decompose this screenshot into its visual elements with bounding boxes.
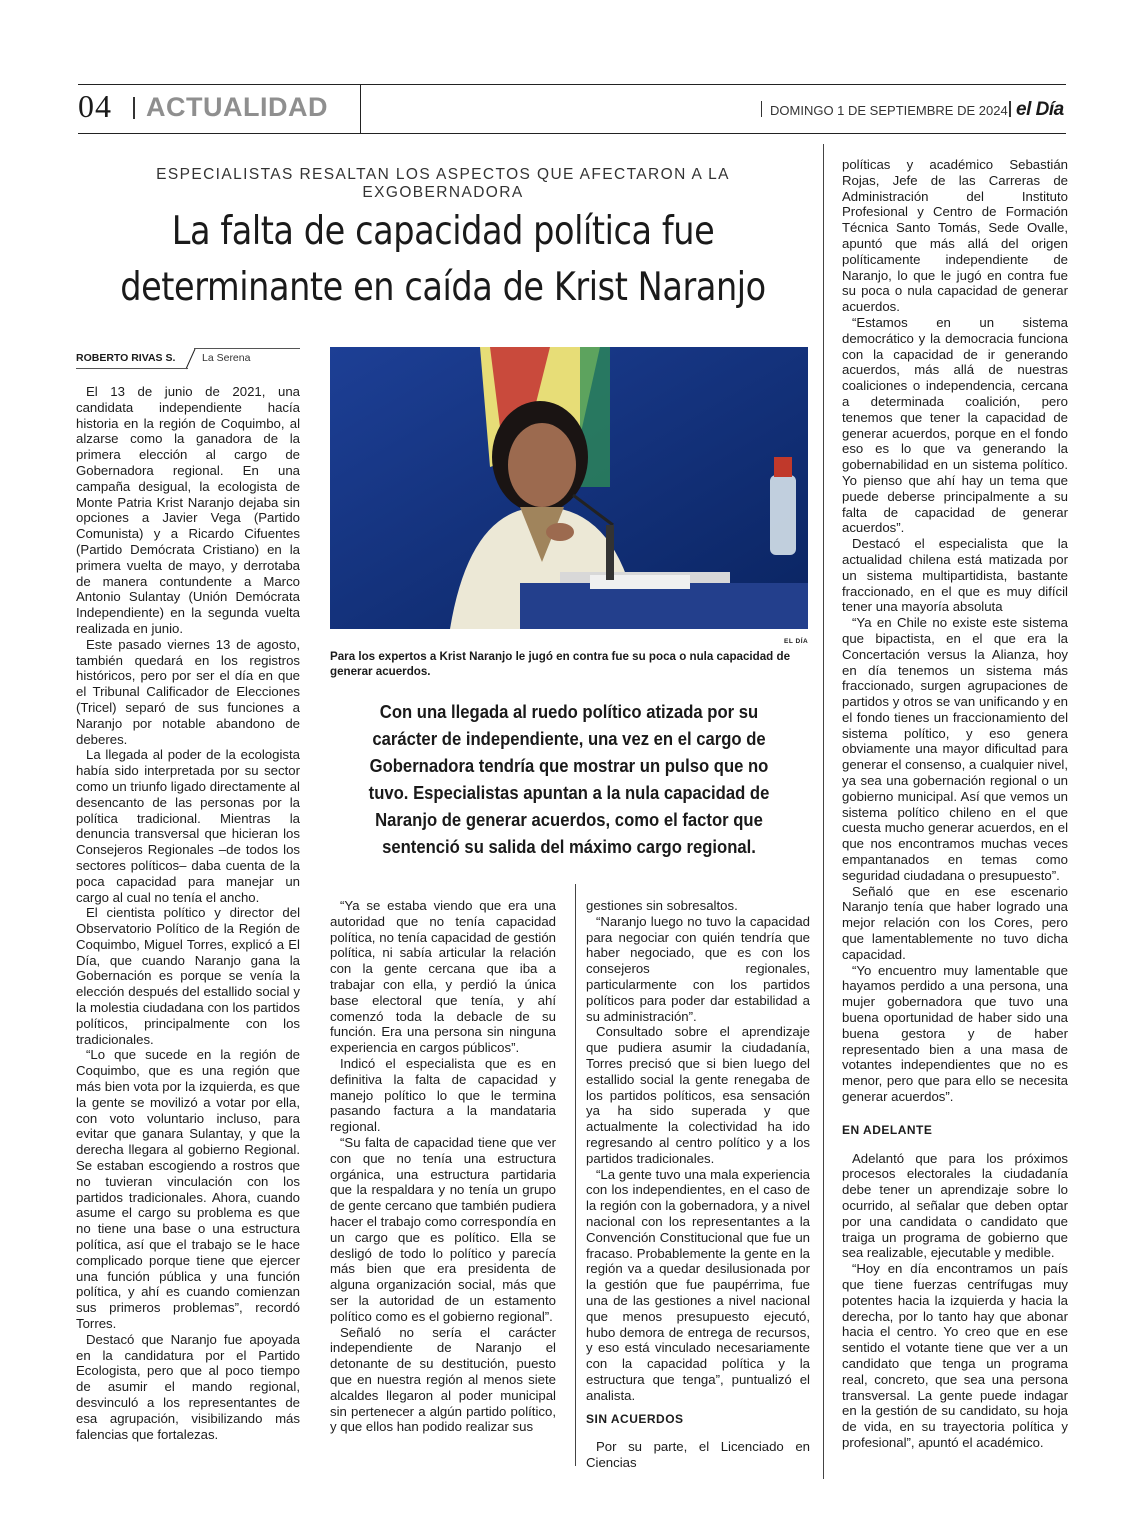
col3-paragraph: Por su parte, el Licenciado en Ciencias — [586, 1439, 810, 1471]
col2-paragraph: Señaló no sería el carácter independiente de Naranjo el detonante de su destitución, puesto que en nuestra región al menos siete alcaldes llegaron al poder municipal sin pertenecer a algún partido político, y que ellos han podido realizar sus — [330, 1324, 556, 1435]
col1-paragraph: Este pasado viernes 13 de agosto, también quedará en los registros históricos, pero por ser el día en que el Tribunal Calificador de Elecciones (Tricel) separó de sus funciones a Naranjo por notable abandono de deberes. — [76, 636, 300, 747]
headline-line-2: determinante en caída de Krist Naranjo — [120, 265, 766, 310]
subhead-sin-acuerdos: SIN ACUERDOS — [586, 1411, 684, 1426]
subhead-en-adelante: EN ADELANTE — [842, 1122, 933, 1137]
col4-paragraph: políticas y académico Sebastián Rojas, Jefe de las Carreras de Administración del Instituto Profesional y Centro de Formación Técnica Santo Tomás, Sede Ovalle, apuntó que más allá del origen políticamente independiente de Naranjo, lo que le jugó en contra fue su poca o nula capacidad de generar acuerdos. — [842, 157, 1068, 315]
author: ROBERTO RIVAS S. — [76, 352, 176, 364]
location: La Serena — [202, 352, 251, 364]
col1-paragraph: El 13 de junio de 2021, una candidata independiente hacía historia en la región de Coquimbo, al alzarse como la ganadora de la primera elección al cargo de Gobernadora regional. En una campaña desigual, la ecologista de Monte Patria Krist Naranjo dejaba sin opciones a Javier Vega (Partido Comunista) y a Ricardo Cifuentes (Partido Demócrata Cristiano) en la primera vuelta de mayo, y derrotaba de manera contundente a Marco Antonio Sulantay (Unión Demócrata Independiente) en la segunda vuelta realizada en junio. — [76, 384, 300, 636]
col4-paragraph: Señaló que en ese escenario Naranjo tenía que haber logrado una mejor relación con los Cores, pero que lamentablemente no tuvo dicha capacidad. — [842, 883, 1068, 962]
col1-paragraph: “Lo que sucede en la región de Coquimbo, que es una región que más bien vota por la izquierda, es que la gente se movilizó a votar por ella, con voto voluntario incluso, para evitar que ganara Sulantay, y que la derecha llegara al gobierno Regional. Se estaban escogiendo a rostros que no tuvieran vinculación con los partidos tradicionales. Ahora, cuando asume el cargo su problema es que no tiene una base o una estructura política, así que el trabajo se le hace complicado porque tiene que ejercer una función pública y una función política, y ahí es cuando comienzan sus primeros problemas”, recordó Torres. — [76, 1047, 300, 1332]
col4-paragraph: “Hoy en día encontramos un país que tiene fuerzas centrífugas muy potentes hacia la izquierda y hacia la derecha, por lo tanto hay que abonar hacia el centro. Yo creo que en ese sentido el votante tiene que ver a un candidato que tenga un programa real, concreto, que sea una persona transversal. La gente puede indagar en la gestión de su candidato, su hoja de vida, en su trayectoria política y profesional”, apuntó el académico. — [842, 1261, 1068, 1450]
header-top-rule — [78, 84, 1066, 85]
section-separator — [133, 97, 135, 119]
column-rule-right — [823, 144, 824, 1479]
col4-paragraph: “Ya en Chile no existe este sistema que bipactista, en el que era la Concertación versus la Alianza, hoy en día tenemos un sistema más fraccionado, surgen agrupaciones de partidos y otros se van unificando y en el fondo tienes un fraccionamiento del sistema político, y eso genera obviamente una mayor dificultad para generar el consenso, a cualquier nivel, ya sea una gobernación regional o un gobierno municipal. Así que vemos un sistema político chileno en el que cuesta mucho generar acuerdos, en el que nos encontramos muchas veces empantanados en temas como seguridad ciudadana o presupuesto”. — [842, 615, 1068, 883]
column-2 — [330, 898, 556, 1435]
col3-paragraph: Consultado sobre el aprendizaje que pudiera asumir la ciudadanía, Torres precisó que si bien luego del estallido social la gente renegaba de los partidos políticos, esa sensación ya ha sido superada y que actualmente la colectividad ha ido regresando al centro político y a los partidos tradicionales. — [586, 1024, 810, 1166]
col4-paragraph: “Yo encuentro muy lamentable que hayamos perdido a una persona, una mujer gobernadora que tuvo una buena oportunidad de haber sido una buena gestora y de haber representado bien a una masa de votantes independientes que no es menor, pero que para ello se necesita generar acuerdos”. — [842, 962, 1068, 1105]
header-bottom-rule — [78, 133, 1066, 134]
byline-rule-top — [194, 348, 300, 349]
page-number: 04 — [78, 88, 112, 124]
col2-paragraph: “Su falta de capacidad tiene que ver con que no tenía una estructura orgánica, una estructura partidaria que la respaldara y no tenía un grupo de gente cercano que también pudiera hacer el trabajo como correspondía en un cargo que es político. Ella se desligó de todo lo político y parecía más bien que era presidenta de alguna organización social, más que ser la autoridad de un estamento político como es el gobierno regional”. — [330, 1134, 556, 1324]
header-divider — [360, 84, 361, 134]
issue-date: DOMINGO 1 DE SEPTIEMBRE DE 2024 — [770, 103, 1008, 118]
col1-paragraph: La llegada al poder de la ecologista había sido interpretada por su sector como un triunfo ligado directamente al desencanto de las personas por la política tradicional. Mientras la denuncia transversal que hicieran los Consejeros Regionales –de todos los sectores políticos– daba cuenta de la poca capacidad para manejar un cargo al cual no tenía el ancho. — [76, 747, 300, 905]
column-rule-mid — [575, 884, 576, 1466]
photo-credit: EL DÍA — [784, 638, 809, 645]
col4-paragraph: Adelantó que para los próximos procesos electorales la ciudadanía debe tener un aprendizaje sobre lo ocurrido, al señalar que deben optar por una candidata o candidato que traiga un programa de gobierno que sea realizable, ejecutable y medible. — [842, 1150, 1068, 1261]
col4-paragraph: “Estamos en un sistema democrático y la democracia funciona con la capacidad de ir generando acuerdos, más allá de nuestras coaliciones o independencia, cercana a determinada coalición, pero tenemos que tener la capacidad de generar acuerdos, porque en el fondo eso es lo que va generando la gobernabilidad en un sistema político. Yo pienso que ahí hay un tema que puede deberse principalmente a su falta de capacidad de generar acuerdos”. — [842, 314, 1068, 536]
col1-paragraph: Destacó que Naranjo fue apoyada en la candidatura por el Partido Ecologista, pero que al poco tiempo de asumir el mando regional, desvinculó a los representantes de esa agrupación, visibilizando más falencias que fortalezas. — [76, 1331, 300, 1442]
col1-paragraph: El cientista político y director del Observatorio Político de la Región de Coquimbo, Miguel Torres, explicó a El Día, que cuando Naranjo gana la Gobernación es porque se venía la elección después del estallido social y la molestia ciudadana con los partidos políticos, principalmente con los tradicionales. — [76, 905, 300, 1047]
brand-logo: el Día — [1016, 99, 1064, 120]
col4-paragraph: Destacó el especialista que la actualidad chilena está matizada por un sistema multipartidista, bastante fraccionado, en el que es muy difícil tener una mayoría absoluta — [842, 536, 1068, 615]
photo-illustration — [330, 347, 808, 629]
article-photo — [330, 347, 808, 629]
column-3 — [586, 898, 810, 1471]
headline-line-1: La falta de capacidad política fue — [171, 209, 715, 254]
byline-rule-bottom — [76, 368, 188, 369]
lead-paragraph: Con una llegada al ruedo político atizada por su carácter de independiente, una vez en el cargo de Gobernadora tendría que mostrar un pulso que no tuvo. Especialistas apuntan a la nula capacidad de Naranjo de generar acuerdos, como el factor que sentenció su salida del máximo cargo regional. — [368, 701, 770, 857]
col3-paragraph: “La gente tuvo una mala experiencia con los independientes, en el caso de la región con la gobernadora, y a nivel nacional con los representantes a la Convención Constitucional que fue un fracaso. Probablemente la gente en la región va a quedar desilusionada por la gestión que fue paupérrima, fue una de las gestiones a nivel nacional que menos presupuesto ejecutó, hubo demora de entrega de recursos, y eso está vinculado necesariamente con la capacidad política y la estructura que tenga”, puntualizó el analista. — [586, 1166, 810, 1403]
headline — [114, 204, 773, 316]
brand-separator — [1009, 101, 1011, 117]
date-separator — [761, 101, 762, 117]
byline-slash-icon — [184, 348, 196, 370]
column-1 — [76, 384, 300, 1442]
col3-paragraph: gestiones sin sobresaltos. — [586, 898, 738, 913]
col2-paragraph: “Ya se estaba viendo que era una autoridad que no tenía capacidad política, no tenía capacidad de gestión política, ni sabía articular la relación con la gente cercana que iba a trabajar con ella, y perdió la única base electoral que tenía, y ahí comenzó toda la debacle de su función. Era una persona sin ninguna experiencia en cargos públicos”. — [330, 898, 556, 1056]
col2-paragraph: Indicó el especialista que es en definitiva la falta de capacidad y manejo político lo que le termina pasando factura a la mandataria regional. — [330, 1055, 556, 1135]
col3-paragraph: “Naranjo luego no tuvo la capacidad para negociar con quién tendría que haber negociado, que es con los consejeros regionales, particularmente con los partidos políticos para poder dar estabilidad a su administración”. — [586, 913, 810, 1024]
photo-caption: Para los expertos a Krist Naranjo le jugó en contra fue su poca o nula capacidad de generar acuerdos. — [330, 650, 791, 678]
section-label: ACTUALIDAD — [146, 92, 328, 122]
column-4 — [842, 157, 1068, 1451]
kicker: ESPECIALISTAS RESALTAN LOS ASPECTOS QUE AFECTARON A LA EXGOBERNADORA — [156, 166, 730, 201]
